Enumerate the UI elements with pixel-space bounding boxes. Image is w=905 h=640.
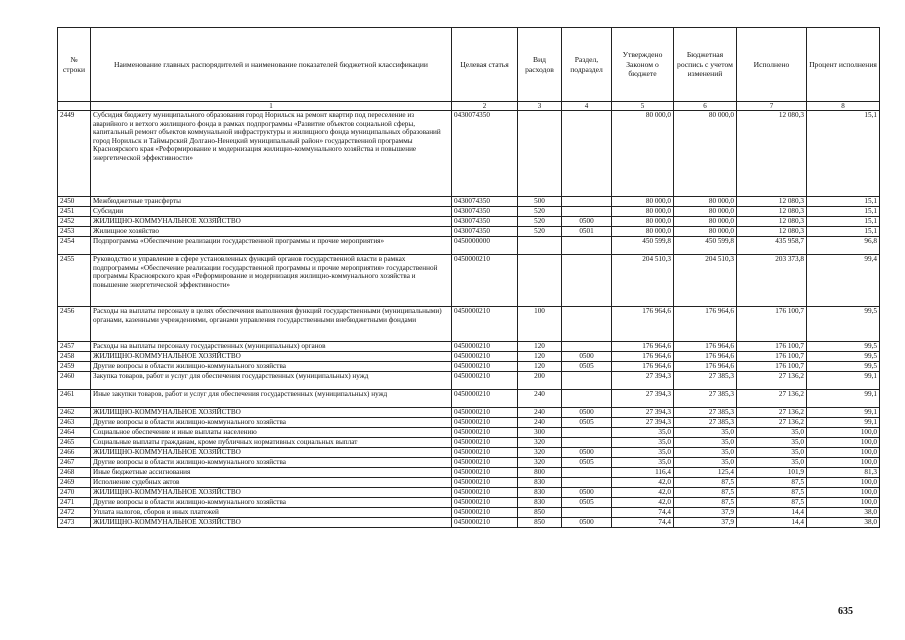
row-section <box>562 478 612 488</box>
table-row <box>58 197 880 207</box>
row-target-code: 0430074350 <box>452 207 518 217</box>
row-executed: 14,4 <box>737 508 807 518</box>
row-schedule: 35,0 <box>674 448 737 458</box>
row-section: 0500 <box>562 448 612 458</box>
row-section: 0505 <box>562 362 612 372</box>
table-row <box>58 488 880 498</box>
header-approved: Утверждено Законом о бюджете <box>612 28 674 102</box>
row-percent: 99,1 <box>807 372 880 390</box>
row-expense-type: 240 <box>518 408 562 418</box>
column-number: 2 <box>452 102 518 111</box>
row-expense-type: 830 <box>518 478 562 488</box>
row-number: 2461 <box>58 390 91 408</box>
row-target-code: 0450000210 <box>452 307 518 342</box>
row-approved: 42,0 <box>612 498 674 508</box>
table-row <box>58 227 880 237</box>
row-percent: 100,0 <box>807 498 880 508</box>
row-approved: 450 599,8 <box>612 237 674 255</box>
row-schedule: 176 964,6 <box>674 352 737 362</box>
row-expense-type: 520 <box>518 207 562 217</box>
row-number: 2464 <box>58 428 91 438</box>
table-row <box>58 498 880 508</box>
column-number: 3 <box>518 102 562 111</box>
row-name: ЖИЛИЩНО-КОММУНАЛЬНОЕ ХОЗЯЙСТВО <box>91 217 452 227</box>
table-row <box>58 428 880 438</box>
row-target-code: 0430074350 <box>452 197 518 207</box>
row-expense-type: 320 <box>518 438 562 448</box>
row-percent: 81,3 <box>807 468 880 478</box>
row-schedule: 37,9 <box>674 518 737 528</box>
row-target-code: 0430074350 <box>452 217 518 227</box>
row-executed: 27 136,2 <box>737 408 807 418</box>
budget-execution-table <box>57 27 880 528</box>
row-percent: 15,1 <box>807 207 880 217</box>
row-percent: 100,0 <box>807 438 880 448</box>
row-expense-type <box>518 255 562 307</box>
row-number: 2460 <box>58 372 91 390</box>
row-target-code: 0450000210 <box>452 458 518 468</box>
row-target-code: 0450000210 <box>452 488 518 498</box>
row-name: Подпрограмма «Обеспечение реализации государственной программы и прочие мероприятия» <box>91 237 452 255</box>
row-expense-type: 120 <box>518 342 562 352</box>
row-target-code: 0450000210 <box>452 448 518 458</box>
row-percent: 99,1 <box>807 390 880 408</box>
row-number: 2456 <box>58 307 91 342</box>
row-approved: 176 964,6 <box>612 362 674 372</box>
header-executed: Исполнено <box>737 28 807 102</box>
row-approved: 204 510,3 <box>612 255 674 307</box>
row-percent: 100,0 <box>807 488 880 498</box>
header-name: Наименование главных распорядителей и наименование показателей бюджетной классификации <box>91 28 452 102</box>
row-name: Субсидии <box>91 207 452 217</box>
row-number: 2466 <box>58 448 91 458</box>
row-schedule: 27 385,3 <box>674 372 737 390</box>
row-expense-type <box>518 237 562 255</box>
row-percent: 15,1 <box>807 227 880 237</box>
row-executed: 27 136,2 <box>737 418 807 428</box>
row-name: Исполнение судебных актов <box>91 478 452 488</box>
row-target-code: 0450000210 <box>452 342 518 352</box>
row-section: 0505 <box>562 458 612 468</box>
row-approved: 35,0 <box>612 458 674 468</box>
row-name: Социальные выплаты гражданам, кроме публичных нормативных социальных выплат <box>91 438 452 448</box>
row-section: 0500 <box>562 352 612 362</box>
row-schedule: 176 964,6 <box>674 307 737 342</box>
row-executed: 14,4 <box>737 518 807 528</box>
row-number: 2471 <box>58 498 91 508</box>
row-expense-type <box>518 111 562 197</box>
table-row <box>58 478 880 488</box>
row-name: Другие вопросы в области жилищно-коммунального хозяйства <box>91 418 452 428</box>
row-target-code: 0450000210 <box>452 438 518 448</box>
row-target-code: 0450000210 <box>452 498 518 508</box>
row-number: 2457 <box>58 342 91 352</box>
row-executed: 176 100,7 <box>737 352 807 362</box>
table-row <box>58 255 880 307</box>
row-schedule: 37,9 <box>674 508 737 518</box>
row-schedule: 204 510,3 <box>674 255 737 307</box>
row-approved: 27 394,3 <box>612 372 674 390</box>
row-executed: 35,0 <box>737 438 807 448</box>
table-row <box>58 237 880 255</box>
row-name: Жилищное хозяйство <box>91 227 452 237</box>
row-name: Субсидия бюджету муниципального образования город Норильск на ремонт квартир под переселение из аварийного и ветхого жилищного фонда в рамках подпрограммы «Развитие объектов социальной сферы, капитальный ремонт объектов коммунальной инфраструктуры и жилищного фонда муниципальных образований город Норильск и Таймырский Долгано-Ненецкий муниципальный район» государственной программы Красноярского края «Реформирование и модернизация жилищно-коммунального хозяйства и повышение энергетической эффективности» <box>91 111 452 197</box>
row-percent: 15,1 <box>807 197 880 207</box>
row-executed: 12 080,3 <box>737 227 807 237</box>
table-row <box>58 458 880 468</box>
row-executed: 176 100,7 <box>737 307 807 342</box>
row-name: Другие вопросы в области жилищно-коммунального хозяйства <box>91 362 452 372</box>
row-expense-type: 120 <box>518 352 562 362</box>
row-target-code: 0450000210 <box>452 428 518 438</box>
header-target: Целевая статья <box>452 28 518 102</box>
row-percent: 99,5 <box>807 362 880 372</box>
row-approved: 27 394,3 <box>612 408 674 418</box>
row-percent: 99,5 <box>807 307 880 342</box>
row-executed: 87,5 <box>737 478 807 488</box>
row-percent: 96,8 <box>807 237 880 255</box>
row-executed: 101,9 <box>737 468 807 478</box>
row-section: 0500 <box>562 488 612 498</box>
row-schedule: 35,0 <box>674 438 737 448</box>
row-number: 2472 <box>58 508 91 518</box>
row-percent: 99,5 <box>807 352 880 362</box>
table-row <box>58 207 880 217</box>
row-approved: 74,4 <box>612 508 674 518</box>
row-section <box>562 237 612 255</box>
table-row <box>58 390 880 408</box>
row-name: Иные закупки товаров, работ и услуг для обеспечения государственных (муниципальных) нужд <box>91 390 452 408</box>
row-approved: 116,4 <box>612 468 674 478</box>
row-number: 2459 <box>58 362 91 372</box>
header-vid: Вид расходов <box>518 28 562 102</box>
row-schedule: 87,5 <box>674 488 737 498</box>
row-percent: 100,0 <box>807 478 880 488</box>
table-row <box>58 362 880 372</box>
row-target-code: 0450000210 <box>452 508 518 518</box>
row-executed: 27 136,2 <box>737 372 807 390</box>
row-approved: 80 000,0 <box>612 207 674 217</box>
table-body <box>58 111 880 528</box>
row-schedule: 80 000,0 <box>674 111 737 197</box>
row-approved: 176 964,6 <box>612 307 674 342</box>
row-executed: 176 100,7 <box>737 342 807 352</box>
row-approved: 35,0 <box>612 428 674 438</box>
row-schedule: 80 000,0 <box>674 217 737 227</box>
row-expense-type: 240 <box>518 418 562 428</box>
row-name: Другие вопросы в области жилищно-коммунального хозяйства <box>91 498 452 508</box>
header-schedule: Бюджетная роспись с учетом изменений <box>674 28 737 102</box>
table-row <box>58 408 880 418</box>
row-section: 0500 <box>562 217 612 227</box>
row-approved: 27 394,3 <box>612 390 674 408</box>
row-section <box>562 428 612 438</box>
row-schedule: 80 000,0 <box>674 227 737 237</box>
row-target-code: 0450000210 <box>452 362 518 372</box>
row-schedule: 87,5 <box>674 498 737 508</box>
table-row <box>58 518 880 528</box>
row-executed: 87,5 <box>737 498 807 508</box>
table-row <box>58 111 880 197</box>
row-percent: 100,0 <box>807 448 880 458</box>
row-name: Расходы на выплаты персоналу в целях обеспечения выполнения функций государственными (муниципальными) органами, казенными учреждениями, органами управления государственными внебюджетными фондами <box>91 307 452 342</box>
row-number: 2470 <box>58 488 91 498</box>
row-approved: 80 000,0 <box>612 217 674 227</box>
row-schedule: 35,0 <box>674 428 737 438</box>
row-percent: 100,0 <box>807 428 880 438</box>
row-executed: 12 080,3 <box>737 217 807 227</box>
row-approved: 176 964,6 <box>612 342 674 352</box>
row-percent: 38,0 <box>807 508 880 518</box>
row-section <box>562 307 612 342</box>
row-approved: 80 000,0 <box>612 111 674 197</box>
row-section <box>562 390 612 408</box>
row-number: 2467 <box>58 458 91 468</box>
row-target-code: 0450000210 <box>452 255 518 307</box>
row-executed: 176 100,7 <box>737 362 807 372</box>
row-number: 2453 <box>58 227 91 237</box>
row-schedule: 176 964,6 <box>674 342 737 352</box>
row-expense-type: 520 <box>518 227 562 237</box>
column-number: 1 <box>91 102 452 111</box>
row-expense-type: 300 <box>518 428 562 438</box>
table-header-row <box>58 28 880 102</box>
row-target-code: 0450000210 <box>452 478 518 488</box>
row-number: 2469 <box>58 478 91 488</box>
row-section <box>562 508 612 518</box>
row-expense-type: 850 <box>518 518 562 528</box>
column-number <box>58 102 91 111</box>
row-executed: 12 080,3 <box>737 197 807 207</box>
row-number: 2452 <box>58 217 91 227</box>
row-executed: 35,0 <box>737 458 807 468</box>
row-expense-type: 520 <box>518 217 562 227</box>
row-section <box>562 197 612 207</box>
table-row <box>58 448 880 458</box>
row-target-code: 0450000210 <box>452 468 518 478</box>
row-target-code: 0450000210 <box>452 352 518 362</box>
row-name: Уплата налогов, сборов и иных платежей <box>91 508 452 518</box>
row-percent: 100,0 <box>807 458 880 468</box>
row-target-code: 0450000210 <box>452 518 518 528</box>
row-number: 2462 <box>58 408 91 418</box>
row-approved: 74,4 <box>612 518 674 528</box>
row-number: 2449 <box>58 111 91 197</box>
table-row <box>58 352 880 362</box>
row-schedule: 176 964,6 <box>674 362 737 372</box>
row-name: Иные бюджетные ассигнования <box>91 468 452 478</box>
row-executed: 203 373,8 <box>737 255 807 307</box>
header-row-no: № строки <box>58 28 91 102</box>
row-number: 2454 <box>58 237 91 255</box>
row-expense-type: 100 <box>518 307 562 342</box>
row-section <box>562 372 612 390</box>
table-row <box>58 438 880 448</box>
row-executed: 27 136,2 <box>737 390 807 408</box>
row-name: Закупка товаров, работ и услуг для обеспечения государственных (муниципальных) нужд <box>91 372 452 390</box>
row-number: 2468 <box>58 468 91 478</box>
row-section: 0505 <box>562 418 612 428</box>
row-target-code: 0450000210 <box>452 390 518 408</box>
row-name: ЖИЛИЩНО-КОММУНАЛЬНОЕ ХОЗЯЙСТВО <box>91 488 452 498</box>
row-section: 0500 <box>562 408 612 418</box>
row-executed: 35,0 <box>737 448 807 458</box>
row-approved: 35,0 <box>612 448 674 458</box>
row-name: ЖИЛИЩНО-КОММУНАЛЬНОЕ ХОЗЯЙСТВО <box>91 352 452 362</box>
row-approved: 42,0 <box>612 478 674 488</box>
row-number: 2458 <box>58 352 91 362</box>
row-expense-type: 320 <box>518 448 562 458</box>
row-approved: 35,0 <box>612 438 674 448</box>
row-section: 0505 <box>562 498 612 508</box>
row-schedule: 450 599,8 <box>674 237 737 255</box>
row-executed: 35,0 <box>737 428 807 438</box>
row-approved: 176 964,6 <box>612 352 674 362</box>
row-section <box>562 468 612 478</box>
row-target-code: 0450000000 <box>452 237 518 255</box>
row-executed: 435 958,7 <box>737 237 807 255</box>
row-percent: 38,0 <box>807 518 880 528</box>
row-name: Другие вопросы в области жилищно-коммунального хозяйства <box>91 458 452 468</box>
row-schedule: 35,0 <box>674 458 737 468</box>
row-expense-type: 200 <box>518 372 562 390</box>
header-section: Раздел, подраздел <box>562 28 612 102</box>
row-number: 2463 <box>58 418 91 428</box>
row-name: Межбюджетные трансферты <box>91 197 452 207</box>
table-row <box>58 342 880 352</box>
row-expense-type: 240 <box>518 390 562 408</box>
row-section <box>562 438 612 448</box>
row-expense-type: 800 <box>518 468 562 478</box>
table-row <box>58 418 880 428</box>
row-schedule: 80 000,0 <box>674 207 737 217</box>
row-name: ЖИЛИЩНО-КОММУНАЛЬНОЕ ХОЗЯЙСТВО <box>91 448 452 458</box>
row-section <box>562 207 612 217</box>
row-percent: 99,1 <box>807 418 880 428</box>
row-number: 2455 <box>58 255 91 307</box>
row-percent: 15,1 <box>807 111 880 197</box>
column-number: 5 <box>612 102 674 111</box>
row-target-code: 0450000210 <box>452 418 518 428</box>
row-executed: 87,5 <box>737 488 807 498</box>
header-percent: Процент исполнения <box>807 28 880 102</box>
column-number: 6 <box>674 102 737 111</box>
column-number-row <box>58 102 880 111</box>
table-row <box>58 468 880 478</box>
row-expense-type: 830 <box>518 488 562 498</box>
row-section <box>562 255 612 307</box>
table-row <box>58 307 880 342</box>
row-percent: 99,4 <box>807 255 880 307</box>
row-percent: 99,1 <box>807 408 880 418</box>
row-approved: 42,0 <box>612 488 674 498</box>
row-name: ЖИЛИЩНО-КОММУНАЛЬНОЕ ХОЗЯЙСТВО <box>91 408 452 418</box>
row-section: 0501 <box>562 227 612 237</box>
row-approved: 80 000,0 <box>612 197 674 207</box>
row-name: Социальное обеспечение и иные выплаты населению <box>91 428 452 438</box>
row-number: 2465 <box>58 438 91 448</box>
row-schedule: 80 000,0 <box>674 197 737 207</box>
row-expense-type: 320 <box>518 458 562 468</box>
table-row <box>58 372 880 390</box>
row-name: Расходы на выплаты персоналу государственных (муниципальных) органов <box>91 342 452 352</box>
row-target-code: 0450000210 <box>452 408 518 418</box>
row-section: 0500 <box>562 518 612 528</box>
row-name: Руководство и управление в сфере установленных функций органов государственной власти в рамках подпрограммы «Обеспечение реализации государственной программы и прочие мероприятия» государственной программы Красноярского края «Реформирование и модернизация жилищно-коммунального хозяйства и повышение энергетической эффективности» <box>91 255 452 307</box>
row-percent: 99,5 <box>807 342 880 352</box>
row-executed: 12 080,3 <box>737 207 807 217</box>
row-number: 2473 <box>58 518 91 528</box>
table-row <box>58 217 880 227</box>
row-number: 2450 <box>58 197 91 207</box>
row-approved: 27 394,3 <box>612 418 674 428</box>
page-number: 635 <box>838 606 853 617</box>
row-expense-type: 500 <box>518 197 562 207</box>
row-schedule: 125,4 <box>674 468 737 478</box>
column-number: 8 <box>807 102 880 111</box>
row-section <box>562 111 612 197</box>
row-name: ЖИЛИЩНО-КОММУНАЛЬНОЕ ХОЗЯЙСТВО <box>91 518 452 528</box>
row-target-code: 0430074350 <box>452 111 518 197</box>
row-executed: 12 080,3 <box>737 111 807 197</box>
row-schedule: 27 385,3 <box>674 408 737 418</box>
row-target-code: 0450000210 <box>452 372 518 390</box>
table-row <box>58 508 880 518</box>
row-expense-type: 830 <box>518 498 562 508</box>
row-section <box>562 342 612 352</box>
row-schedule: 27 385,3 <box>674 390 737 408</box>
column-number: 7 <box>737 102 807 111</box>
column-number: 4 <box>562 102 612 111</box>
row-approved: 80 000,0 <box>612 227 674 237</box>
row-expense-type: 120 <box>518 362 562 372</box>
row-expense-type: 850 <box>518 508 562 518</box>
row-schedule: 87,5 <box>674 478 737 488</box>
row-number: 2451 <box>58 207 91 217</box>
row-percent: 15,1 <box>807 217 880 227</box>
row-target-code: 0430074350 <box>452 227 518 237</box>
row-schedule: 27 385,3 <box>674 418 737 428</box>
